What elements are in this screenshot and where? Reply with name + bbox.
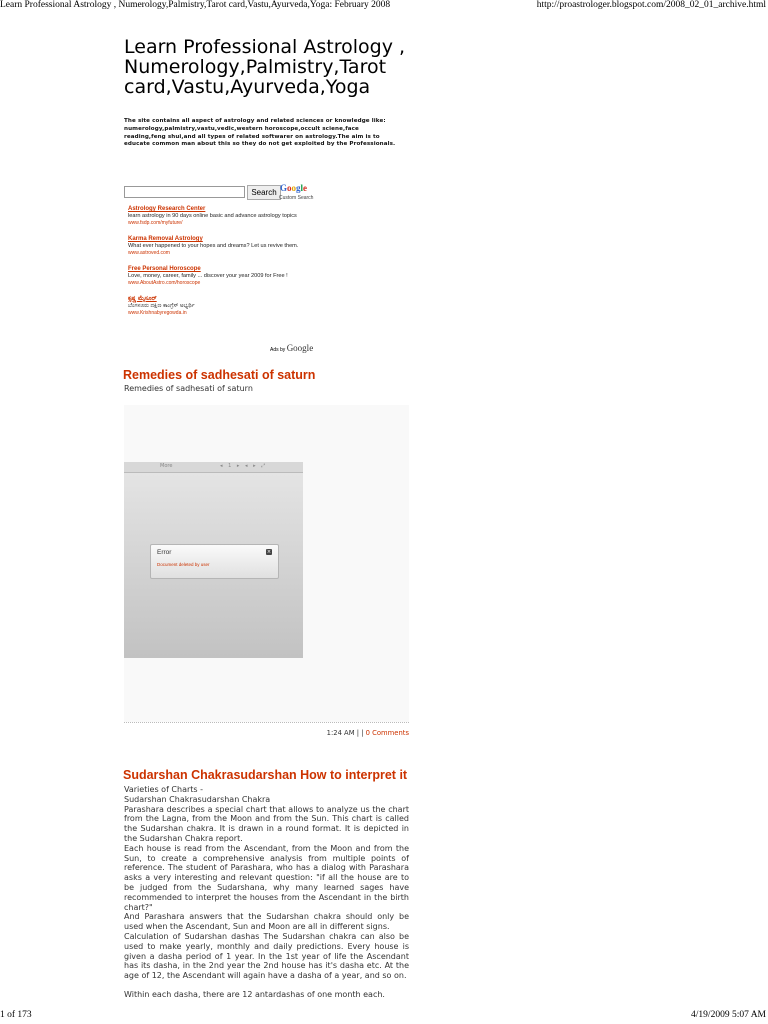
post-paragraph: Within each dasha, there are 12 antardashas of one month each.	[124, 989, 385, 999]
ad-url[interactable]: www.Krishnabyregowda.in	[128, 310, 187, 316]
error-dialog	[150, 544, 279, 579]
ad-item[interactable]	[128, 235, 318, 257]
post-footer	[124, 729, 409, 737]
post-paragraph: Each house is read from the Ascendant, from the Moon and from the Sun, to create a comprehensive analysis from multiple points of reference. The student of Parashara, who has a dialog with Parashara asks a very interesting and relevant question: "if all the house are to be judged from the Sudarshana, why many learned sages have recommended to interpret the houses from the Ascendant in the birth chart?"	[124, 843, 409, 912]
post-paragraph: Parashara describes a special chart that allows to analyze us the chart from the Lagna, from the Moon and from the Sun. This chart is called the Sudarshan chakra. It is drawn in a round format. It is depicted in the Sudarshan Chakra report.	[124, 804, 409, 843]
print-footer	[0, 1008, 768, 1024]
search-widget	[124, 185, 324, 201]
ad-item[interactable]	[128, 265, 318, 287]
search-button[interactable]: Search	[247, 185, 281, 200]
print-header	[0, 0, 768, 14]
print-header-url: http://proastrologer.blogspot.com/2008_02_01_archive.html	[536, 0, 766, 10]
ads-by-label: Ads by	[270, 347, 286, 353]
ad-title[interactable]: Free Personal Horoscope	[128, 266, 201, 272]
post-title[interactable]: Remedies of sadhesati of saturn	[123, 368, 316, 382]
search-input[interactable]	[124, 186, 245, 198]
document-viewer[interactable]	[124, 462, 303, 658]
page-number: 1 of 173	[0, 1010, 32, 1020]
close-icon[interactable]: ×	[266, 549, 272, 555]
ads-block	[128, 205, 318, 325]
viewer-menu-button[interactable]: More	[160, 463, 173, 469]
blog-description: The site contains all aspect of astrology and related sciences or knowledge like: numerology,palmistry,vastu,vedic,western horoscope,occult sciene,face reading,feng shui,and all types of related softwarer on astrology.The aim is to educate common man about this so they do not get exploited by the Professionals.	[124, 118, 396, 148]
post-divider	[124, 722, 409, 723]
error-title: Error	[157, 549, 172, 556]
ad-title[interactable]: ಕೃಷ್ಣ ಮೈಸೂರ್	[128, 296, 157, 302]
post-paragraph: Calculation of Sudarshan dashas The Sudarshan chakra can also be used to make yearly, monthly and daily predictions. Every house is given a dasha period of 1 year. In the 1st year of life the Ascendant has its dasha, in the 2nd year the 2nd house has it's dasha etc. At the age of 12, the Ascendant will again have a dasha of a year, and so on.	[124, 931, 409, 981]
print-header-title: Learn Professional Astrology , Numerology,Palmistry,Tarot card,Vastu,Ayurveda,Yoga: February 2008	[0, 0, 391, 10]
ad-url[interactable]: www.astroved.com	[128, 250, 170, 256]
ad-item[interactable]	[128, 205, 318, 227]
viewer-controls[interactable]: ◂ 1 ▸ ◂ ▸ ⤢	[220, 463, 268, 469]
embedded-document[interactable]	[124, 405, 409, 722]
comments-link[interactable]: 0 Comments	[365, 729, 409, 737]
ad-description: ಬೆಂಗಳೂರು ದಕ್ಷಿಣ ಕಾಂಗ್ರೆಸ್ ಅಭ್ಯರ್ಥಿ	[128, 303, 195, 309]
post-paragraph: Sudarshan Chakrasudarshan Chakra	[124, 794, 271, 804]
custom-search-caption: Custom Search	[279, 195, 314, 201]
ad-description: learn astrology in 90 days online basic and advance astrology topics	[128, 213, 297, 219]
ad-title[interactable]: Astrology Research Center	[128, 206, 206, 212]
ad-item[interactable]	[128, 295, 318, 317]
ad-description: What ever happened to your hopes and dreams? Let us revive them.	[128, 243, 299, 249]
ad-title[interactable]: Karma Removal Astrology	[128, 236, 203, 242]
post-footer-separator: | |	[356, 729, 364, 737]
blog-title[interactable]: Learn Professional Astrology , Numerology,Palmistry,Tarot card,Vastu,Ayurveda,Yoga	[124, 36, 406, 98]
viewer-toolbar	[124, 462, 303, 473]
ads-by-google[interactable]	[270, 343, 313, 353]
google-logo: Google	[280, 183, 308, 193]
ad-url[interactable]: www.AboutAstro.com/horoscope	[128, 280, 201, 286]
ads-by-logo: Google	[286, 343, 314, 353]
ad-description: Love, money, career, family ... discover your year 2009 for Free !	[128, 273, 288, 279]
post-body	[124, 785, 409, 1000]
post-paragraph: Varieties of Charts -	[124, 785, 204, 794]
print-date: 4/19/2009 5:07 AM	[691, 1010, 766, 1020]
post-paragraph: And Parashara answers that the Sudarshan chakra should only be used when the Ascendant, Sun and Moon are all in different signs.	[124, 912, 409, 932]
post-body: Remedies of sadhesati of saturn	[124, 384, 253, 393]
ad-url[interactable]: www.fsdp.com/myfuture/	[128, 220, 183, 226]
error-message: Document deleted by user	[157, 562, 210, 567]
post-title[interactable]: Sudarshan Chakrasudarshan How to interpret it	[123, 768, 408, 782]
post-timestamp[interactable]: 1:24 AM	[326, 729, 355, 737]
